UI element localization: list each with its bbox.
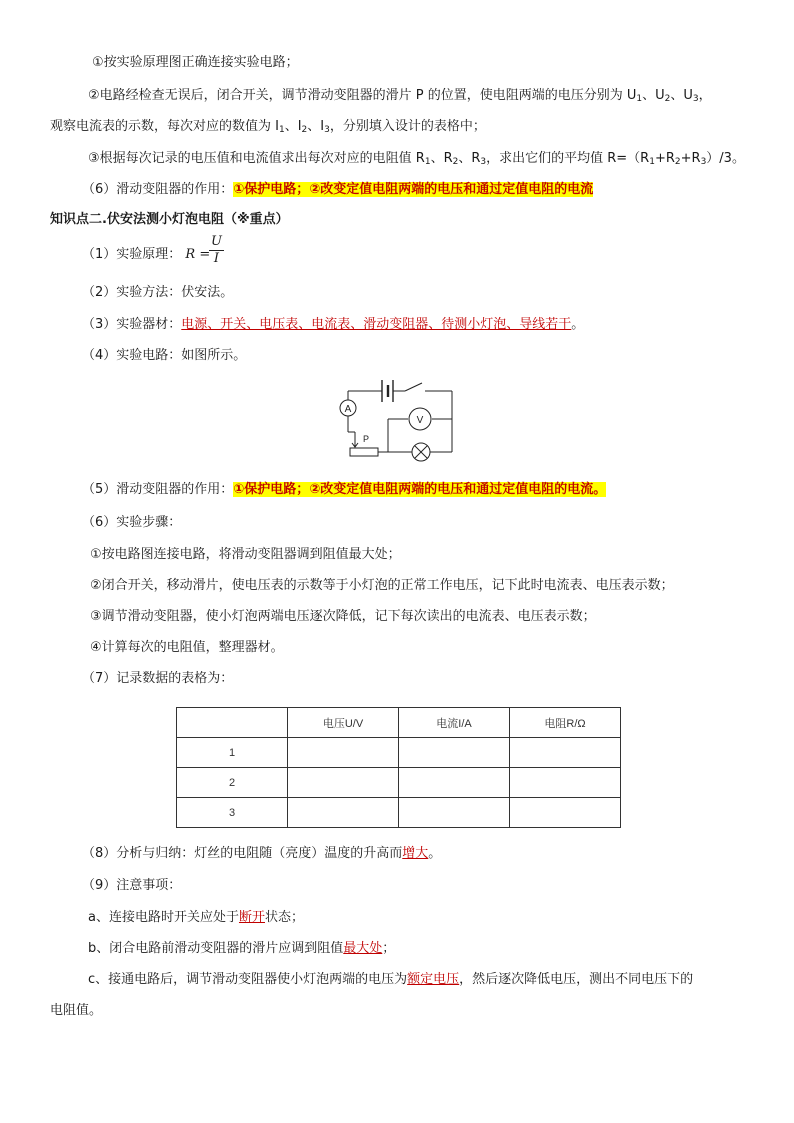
section-title: 知识点二.伏安法测小灯泡电阻（※重点） (50, 212, 289, 227)
table-row: 2 (177, 768, 621, 798)
table-row: 1 (177, 738, 621, 768)
step-4: ④计算每次的电阻值，整理器材。 (90, 640, 284, 655)
note-a: a、连接电路时开关应处于断开状态； (88, 910, 304, 925)
step-2: ②闭合开关，移动滑片，使电压表的示数等于小灯泡的正常工作电压，记下此时电流表、电压表示数； (90, 578, 674, 593)
highlight-answer: ①保护电路；②改变定值电阻两端的电压和通过定值电阻的电流 (233, 182, 594, 197)
ammeter-label: A (344, 404, 352, 415)
slider-label: P (363, 434, 370, 444)
item-5-rheostat-role: （5）滑动变阻器的作用：①保护电路；②改变定值电阻两端的电压和通过定值电阻的电流。 (82, 482, 607, 497)
item-6-rheostat-role: （6）滑动变阻器的作用：①保护电路；②改变定值电阻两端的电压和通过定值电阻的电流 (82, 182, 594, 197)
step-3: ③调节滑动变阻器，使小灯泡两端电压逐次降低，记下每次读出的电流表、电压表示数； (90, 609, 596, 624)
item-3-equipment: （3）实验器材：电源、开关、电压表、电流表、滑动变阻器、待测小灯泡、导线若干。 (82, 317, 585, 332)
formula-r: R (185, 247, 196, 262)
formula-fraction: $\frac{U}{I}$ (211, 234, 222, 266)
step-observe-ammeter: 观察电流表的示数，每次对应的数值为 $I_1$、$I_2$、$I_3$，分别填入设计的表格中； (50, 119, 486, 135)
item-6-steps: （6）实验步骤： (82, 515, 182, 530)
note-c-continued: 电阻值。 (50, 1003, 103, 1018)
step-check-circuit: ②电路经检查无误后，闭合开关，调节滑动变阻器的滑片 P 的位置，使电阻两端的电压分别为 $U_1$、$U_2$、$U_3$， (88, 88, 712, 104)
record-table (176, 707, 621, 828)
table-row: 3 (177, 798, 621, 828)
step-calc-resistance: ③根据每次记录的电压值和电流值求出每次对应的电阻值 $R_1$、$R_2$、$R_3$，求出它们的平均值 $R=(R_1+R_2+R_3)/3$。 (88, 151, 745, 167)
voltmeter-label: V (416, 415, 424, 426)
item-2-method: （2）实验方法：伏安法。 (82, 285, 234, 300)
table-header: 电阻R/Ω (510, 708, 621, 738)
note-c: c、接通电路后，调节滑动变阻器使小灯泡两端的电压为额定电压，然后逐次降低电压，测出不同电压下的 (88, 972, 694, 987)
item-4-circuit: （4）实验电路：如图所示。 (82, 348, 247, 363)
item-9-notes: （9）注意事项： (82, 878, 182, 893)
table-header: 电压U/V (288, 708, 399, 738)
item-8-analysis: （8）分析与归纳：灯丝的电阻随（亮度）温度的升高而增大。 (82, 846, 442, 861)
step-1: ①按电路图连接电路，将滑动变阻器调到阻值最大处； (90, 547, 401, 562)
table-header (177, 708, 288, 738)
note-b: b、闭合电路前滑动变阻器的滑片应调到阻值最大处； (88, 941, 396, 956)
table-header: 电流I/A (399, 708, 510, 738)
item-7-table-intro: （7）记录数据的表格为： (82, 671, 234, 686)
table-header-row (177, 708, 621, 738)
circuit-diagram (330, 374, 460, 472)
item-1-principle: （1）实验原理： R = (82, 247, 211, 262)
step-connect-circuit: ①按实验原理图正确连接实验电路； (92, 55, 299, 70)
